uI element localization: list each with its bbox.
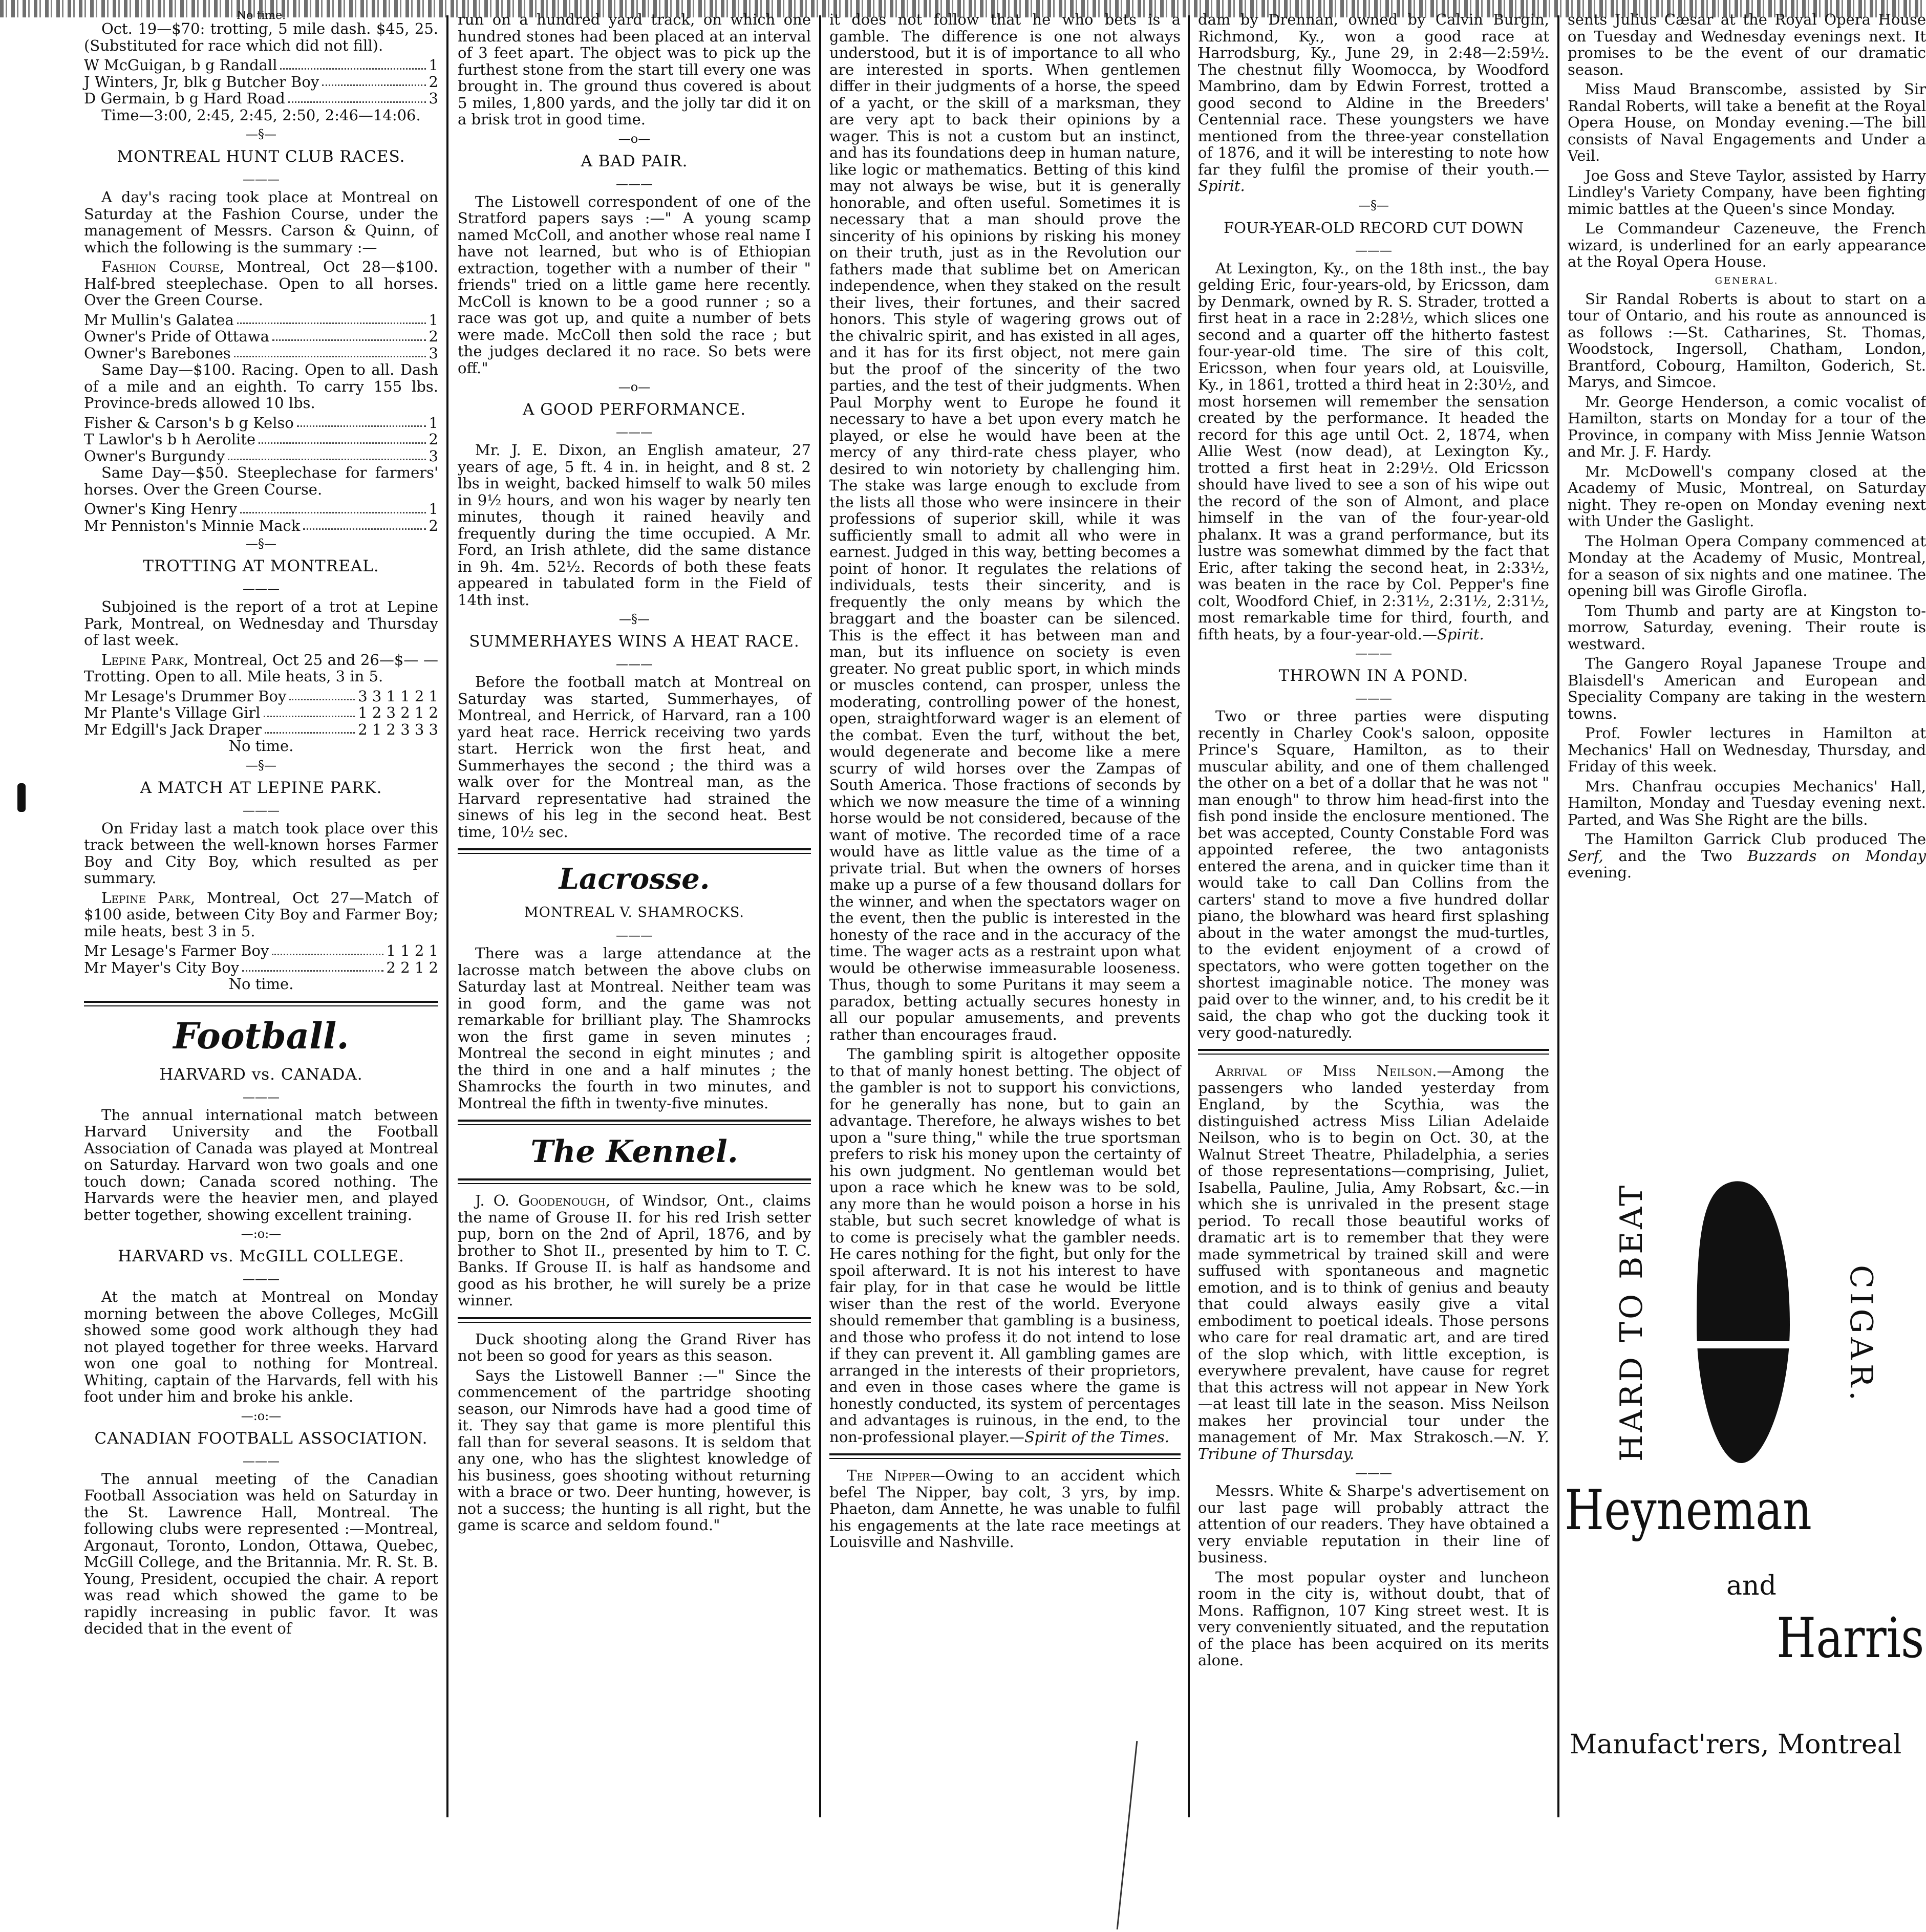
section-divider	[458, 1317, 811, 1323]
column-rule	[1188, 15, 1190, 1817]
race-times: No time.	[228, 737, 294, 755]
article-paragraph: Duck shooting along the Grand River has not been so good for years as this season.	[458, 1330, 811, 1364]
article-paragraph: Says the Listowell Banner :—" Since the commencement of the partridge shooting season, our Nimrods have had a good time of it. They say that game is more plentiful this fall than for several seasons. It is seldom that any one, who has the slightest knowledge of his business, goes shooting without returning with a brace or two. Deer hunting, however, is not a success; the hunting is all right, but the game is scarce and seldom found."	[458, 1366, 811, 1534]
entry-name: Mr Mullin's Galatea	[84, 311, 234, 329]
section-label: GENERAL.	[1715, 275, 1779, 286]
race-entry	[84, 959, 438, 976]
article-paragraph: A day's racing took place at Montreal on Saturday at the Fashion Course, under the management of Messrs. Carson & Quinn, of which the following is the summary :—	[84, 188, 438, 256]
entry-heats: 1 1 2 1	[386, 942, 438, 959]
short-rule: ———	[243, 1089, 280, 1104]
entry-heats: 2 2 1 2	[386, 958, 438, 976]
column-rule	[1557, 15, 1559, 1817]
entry-heats: 3 3 1 1 2 1	[358, 687, 438, 705]
section-ornament: —§—	[246, 758, 276, 772]
article-paragraph: Sir Randal Roberts is about to start on a tour of Ontario, and his route as announced is as follows :—St. Catharines, St. Thomas, Woodstock, Ingersoll, Chatham, London, Brantford, Cobourg, Hamilton, Goderich, St. Marys, and Simcoe.	[1568, 290, 1926, 391]
paragraph-text: The Hamilton Garrick Club produced The	[1585, 830, 1926, 848]
entry-name: Owner's Burgundy	[84, 447, 225, 465]
race-times: Time—3:00, 2:45, 2:45, 2:50, 2:46—14:06.	[101, 106, 421, 124]
article-paragraph	[1198, 1063, 1549, 1462]
ad-conjunction: and	[1726, 1571, 1777, 1601]
article-paragraph: The Holman Opera Company commenced at Monday at the Academy of Music, Montreal, for a season of six nights and one matinee. The opening bill was Girofle Girofla.	[1568, 532, 1926, 599]
section-title-kennel: The Kennel.	[530, 1134, 738, 1170]
section-ornament: —:o:—	[241, 1227, 282, 1241]
citation: Spirit of the Times.	[1024, 1428, 1170, 1446]
race-heading-text: Montreal, Oct 27—Match of $100 aside, between City Boy and Farmer Boy; mile heats, best 3 in 5.	[84, 889, 438, 940]
leader-dots	[237, 312, 426, 325]
race-entry	[84, 328, 438, 345]
article-paragraph	[1198, 11, 1549, 195]
article-paragraph: There was a large attendance at the lacrosse match between the above clubs on Saturday last at Montreal. Neither team was in good form, and the game was not remarkable for brilliant play. The Shamrocks won the first game in seven minutes ; Montreal the second in eight minutes ; and the third in one and a half minutes ; the Shamrocks the fourth in two minutes, and Montreal the fifth in twenty-five minutes.	[458, 944, 811, 1112]
column-2	[451, 11, 818, 1905]
section-divider	[458, 1178, 811, 1184]
column-rule	[446, 15, 448, 1817]
short-rule: ———	[1355, 691, 1392, 705]
short-rule: ———	[243, 172, 280, 186]
article-paragraph: Before the football match at Montreal on Saturday was started, Summerhayes, of Montreal, and Herrick, of Harvard, ran a 100 yard heat race. Herrick receiving two yards start. Herrick won the first heat, and Summerhayes the second ; the third was a walk over for the Montreal man, as the Harvard representative had strained the sinews of his leg in the second heat. Best time, 10½ sec.	[458, 673, 811, 841]
entry-place: 2	[429, 328, 438, 345]
article-paragraph: Subjoined is the report of a trot at Lepine Park, Montreal, on Wednesday and Thursday of last week.	[84, 598, 438, 649]
article-paragraph: Joe Goss and Steve Taylor, assisted by Harry Lindley's Variety Company, have been fighting mimic battles at the Queen's since Monday.	[1568, 166, 1926, 218]
short-rule: ———	[616, 176, 653, 191]
race-entry	[84, 942, 438, 959]
short-rule: ———	[243, 803, 280, 818]
short-rule: ———	[616, 928, 653, 942]
article-headline: A GOOD PERFORMANCE.	[522, 400, 746, 419]
entry-name: Mr Edgill's Jack Draper	[84, 720, 262, 738]
small-caps-lead: J. O. Goodenough,	[475, 1192, 611, 1209]
article-paragraph: Mr. McDowell's company closed at the Academy of Music, Montreal, on Saturday night. They re-open on Monday evening next with Under the Gaslight.	[1568, 462, 1926, 530]
ad-slogan: HARD TO BEAT	[1614, 1183, 1650, 1462]
leader-dots	[272, 942, 383, 955]
race-entry	[84, 90, 438, 107]
race-entry	[84, 721, 438, 738]
leader-dots	[242, 959, 383, 972]
leader-dots	[240, 501, 425, 513]
citation: Spirit.	[1198, 177, 1245, 195]
small-caps-lead: Lepine Park,	[101, 889, 196, 907]
article-paragraph: Mr. J. E. Dixon, an English amateur, 27 years of age, 5 ft. 4 in. in height, and 8 st. 2 lbs in weight, backed himself to walk 50 miles in 9½ hours, and won his wager by nearly ten minutes, though it rained heavily and frequently during the time occupied. A Mr. Ford, an Irish athlete, did the same distance in 9h. 4m. 52½. Records of both these feats appeared in tabulated form in the Field of 14th inst.	[458, 441, 811, 609]
short-rule: ———	[616, 657, 653, 671]
race-heading: Same Day—$50. Steeplechase for farmers' horses. Over the Green Course.	[84, 464, 438, 498]
leader-dots	[280, 57, 425, 70]
race-heading	[84, 890, 438, 940]
race-entry	[84, 518, 438, 534]
entry-heats: 2 1 2 3 3 3	[358, 720, 438, 738]
article-paragraph: Mr. George Henderson, a comic vocalist of Hamilton, starts on Monday for a tour of the Province, in company with Miss Jennie Watson and Mr. J. F. Hardy.	[1568, 393, 1926, 460]
article-headline: THROWN IN A POND.	[1278, 667, 1469, 685]
cigar-advertisement	[1565, 1156, 1926, 1801]
entry-name: D Germain, b g Hard Road	[84, 90, 285, 107]
small-caps-lead: Lepine Park,	[101, 651, 189, 669]
section-divider	[458, 1120, 811, 1125]
short-rule: ———	[243, 1272, 280, 1286]
cut-text: No time.	[236, 11, 286, 22]
article-paragraph: Miss Maud Branscombe, assisted by Sir Randal Roberts, will take a benefit at the Royal Opera House, on Monday evening.—The bill consists of Naval Engagements and Under a Veil.	[1568, 80, 1926, 164]
entry-place: 1	[429, 56, 438, 74]
small-caps-lead: Arrival of Miss Neilson.	[1215, 1062, 1437, 1080]
ad-maker-name: Harris	[1777, 1606, 1924, 1670]
entry-name: Fisher & Carson's b g Kelso	[84, 414, 294, 432]
race-entry	[84, 345, 438, 362]
article-paragraph: it does not follow that he who bets is a gamble. The difference is one not always understood, but it is of importance to all who are interested in sports. When gentlemen differ in their judgments of a horse, the speed of a yacht, or the skill of a marksman, they are very apt to back their opinions by a wager. This is not a custom but an instinct, and has its foundations deep in human nature, like logic or mathematics. Betting of this kind may not always be wise, but it is generally honorable, and often useful. Sometimes it is necessary that a man should prove the sincerity of his opinions by risking his money on their truth, just as in the Revolution our fathers made that sublime bet on American independence, when they staked on the result their lives, their fortunes, and their sacred honors. This style of wagering grows out of the chivalric spirit, and has existed in all ages, and it has for its first object, not mere gain but the proof of the sincerity of the two parties, and the test of their judgments. When Paul Morphy went to Europe he found it necessary to have a bet upon every match he played, or else he would have been at the mercy of any third-rate chess player, who desired to win notoriety by challenging him. The stake was large enough to exclude from the lists all those who were insincere in their professions of superior skill, while it was sufficiently small to admit all who were in earnest. Judged in this way, betting becomes a point of honor. It regulates the relations of individuals, tests their sincerity, and is frequently the only means by which the braggart and the boaster can be silenced. This is the effect it has between man and man, but its influence on society is even greater. No great public sport, in which minds or muscles contend, can prosper, unless the moderating, controlling power of the honest, open, straightforward wager is an element of the combat. Even the turf, without the bet, would degenerate and become like a mere scurry of wild horses over the Zampas of South America. Those fractions of seconds by which we now measure the time of a winning horse would be not considered, because of the want of motive. The recorded time of a race would have as little value as the time of a private trial. But when the owners of horses make up a purse of a few thousand dollars for the winner, and when the spectators wager on the event, then the public is interested in the honesty of the race and in the accuracy of the time. The wager acts as a restraint upon what would be otherwise immeasurable looseness. Thus, though to some Puritans it may seem a paradox, betting actually secures honesty in all our popular amusements, and prevents rather than encourages fraud.	[829, 11, 1181, 1043]
article-paragraph: sents Julius Cæsar at the Royal Opera House on Tuesday and Wednesday evenings next. It promises to be the event of our dramatic season.	[1568, 11, 1926, 78]
race-times: No time.	[228, 975, 294, 993]
play-title: Serf,	[1568, 847, 1603, 865]
leader-dots	[234, 345, 426, 358]
entry-name: W McGuigan, b g Randall	[84, 56, 277, 74]
entry-place: 2	[429, 517, 438, 534]
article-paragraph: At the match at Montreal on Monday morning between the above Colleges, McGill showed some good work although they had not played together for three weeks. Harvard won one goal to nothing for Montreal. Whiting, captain of the Harvards, fell with his foot under him and broke his ankle.	[84, 1288, 438, 1405]
citation: Spirit.	[1437, 625, 1484, 643]
race-heading	[84, 652, 438, 685]
leader-dots	[265, 721, 355, 734]
race-entry	[84, 501, 438, 518]
race-entry	[84, 431, 438, 448]
entry-name: Owner's Barebones	[84, 344, 231, 362]
article-paragraph	[1568, 831, 1926, 881]
entry-name: Mr Penniston's Minnie Mack	[84, 517, 301, 534]
article-headline: HARVARD vs. McGILL COLLEGE.	[118, 1247, 404, 1265]
entry-name: T Lawlor's b h Aerolite	[84, 431, 256, 448]
play-title: Buzzards on Monday	[1747, 847, 1926, 865]
column-1	[77, 11, 445, 1905]
short-rule: ———	[1355, 646, 1392, 660]
race-heading	[84, 259, 438, 309]
section-divider	[829, 1453, 1181, 1459]
column-3	[822, 11, 1188, 1905]
article-headline: TROTTING AT MONTREAL.	[143, 557, 379, 575]
entry-name: Mr Plante's Village Girl	[84, 704, 261, 721]
small-caps-lead: The Nipper	[847, 1467, 930, 1484]
paragraph-text: At Lexington, Ky., on the 18th inst., the bay gelding Eric, four-years-old, by Ericsson, dam by Denmark, owned by R. S. Strader, trotted a first heat in a race in 2:28½, which slices one second and a quarter off the hitherto fastest four-year-old time. The sire of this colt, Ericsson, when four years old, at Louisville, Ky., in 1861, trotted a third heat in 2:30½, and most horsemen will remember the sensation created by the performance. It headed the record for this age until Oct. 2, 1874, when Allie West (now dead), at Lexington Ky., trotted a first heat in 2:29½. Old Ericsson should have lived to see a son of his wipe out the record of the son of Almont, and place himself in the van of the four-year-old phalanx. It was a grand performance, but its lustre was somewhat dimmed by the fact that Eric, after taking the second heat, in 2:33½, was beaten in the race by Col. Pepper's fine colt, Woodford Chief, in 2:31½, 2:31½, 2:31½, most remarkable time for third, fourth, and fifth heats, by a four-year-old.—	[1198, 259, 1549, 643]
article-headline: A BAD PAIR.	[581, 152, 688, 170]
leader-dots	[288, 90, 426, 103]
paragraph-text: —Owing to an accident which befel The Nipper, bay colt, 3 yrs, by imp. Phaeton, dam Annette, he was unable to fulfil his engagements at the late race meetings at Louisville and Nashville.	[829, 1467, 1181, 1551]
section-ornament: —§—	[246, 127, 276, 141]
section-divider	[1198, 1049, 1549, 1055]
race-heading-text: Montreal, Oct 28—$100. Half-bred steeplechase. Open to all horses. Over the Green Course.	[84, 258, 438, 309]
short-rule: ———	[243, 582, 280, 596]
entry-place: 1	[429, 414, 438, 432]
leader-dots	[259, 431, 425, 444]
entry-heats: 1 2 3 2 1 2	[358, 704, 438, 721]
article-paragraph: Tom Thumb and party are at Kingston to-morrow, Saturday, evening. Their route is westward.	[1568, 602, 1926, 653]
leader-dots	[289, 688, 355, 701]
section-ornament: —:o:—	[241, 1408, 282, 1423]
entry-place: 1	[429, 500, 438, 518]
leader-dots	[303, 518, 425, 530]
article-paragraph: Prof. Fowler lectures in Hamilton at Mechanics' Hall on Wednesday, Thursday, and Friday of this week.	[1568, 724, 1926, 775]
entry-place: 2	[429, 73, 438, 91]
leader-dots	[297, 415, 426, 427]
article-paragraph	[1198, 260, 1549, 643]
article-headline: SUMMERHAYES WINS A HEAT RACE.	[469, 632, 800, 651]
entry-name: Mr Mayer's City Boy	[84, 958, 240, 976]
ad-maker-name: Heyneman	[1565, 1478, 1812, 1542]
short-rule: ———	[616, 425, 653, 439]
race-entry	[84, 688, 438, 705]
column-4	[1191, 11, 1556, 1905]
short-rule: ———	[1355, 1466, 1392, 1480]
article-headline: HARVARD vs. CANADA.	[159, 1065, 363, 1084]
entry-place: 1	[429, 311, 438, 329]
article-paragraph	[829, 1046, 1181, 1445]
short-rule: ———	[243, 1453, 280, 1468]
paragraph-text: and the Two	[1603, 847, 1748, 865]
entry-place: 2	[429, 431, 438, 448]
paragraph-text: of Windsor, Ont., claims the name of Grouse II. for his red Irish setter pup, born on the 2nd of April, 1876, and by brother to Shot II., presented by him to T. C. Banks. If Grouse II. is half as handsome and good as his brother, he will surely be a prize winner.	[458, 1192, 811, 1309]
article-paragraph: The most popular oyster and luncheon room in the city is, without doubt, that of Mons. Raffignon, 107 King street west. It is very conveniently situated, and the reputation of the place has been acquired on its merits alone.	[1198, 1568, 1549, 1669]
article-paragraph: Le Commandeur Cazeneuve, the French wizard, is underlined for an early appearance at the Royal Opera House.	[1568, 220, 1926, 270]
article-paragraph: The annual international match between Harvard University and the Football Association of Canada was played at Montreal on Saturday. Harvard won two goals and one touch down; Canada scored nothing. The Harvards were the heavier men, and played better together, showing excellent training.	[84, 1106, 438, 1223]
article-headline: A MATCH AT LEPINE PARK.	[140, 778, 382, 797]
section-ornament: —§—	[246, 536, 276, 551]
entry-name: Owner's King Henry	[84, 500, 238, 518]
entry-name: Owner's Pride of Ottawa	[84, 328, 269, 345]
race-entry	[84, 448, 438, 465]
entry-place: 3	[429, 344, 438, 362]
race-entry	[84, 415, 438, 432]
column-rule	[819, 15, 821, 1817]
section-divider	[84, 1001, 438, 1006]
article-paragraph: The Listowell correspondent of one of the Stratford papers says :—" A young scamp named McColl, and another whose real name I have not learned, but who is of Ethiopian extraction, together with a number of their " friends" tried on a little game here recently. McColl is known to be a good runner ; so a race was got up, and quite a number of bets were made. McColl then sold the race ; but the judges declared it no race. So bets were off."	[458, 192, 811, 377]
section-title-football: Football.	[173, 1014, 349, 1057]
race-entry	[84, 312, 438, 329]
article-paragraph: On Friday last a match took place over this track between the well-known horses Farmer Boy and City Boy, which resulted as per summary.	[84, 819, 438, 887]
entry-name: Mr Lesage's Farmer Boy	[84, 942, 269, 959]
leader-dots	[322, 74, 425, 87]
article-paragraph	[829, 1467, 1181, 1551]
paragraph-text: evening.	[1568, 864, 1632, 881]
ad-product: CIGAR.	[1843, 1265, 1879, 1405]
entry-place: 3	[429, 90, 438, 107]
section-ornament: —o—	[618, 131, 651, 146]
ink-smudge	[17, 783, 26, 812]
section-divider	[458, 848, 811, 854]
race-entry	[84, 57, 438, 74]
paragraph-text: —Among the passengers who landed yesterday from England, by the Scythia, was the distinguished actress Miss Lilian Adelaide Neilson, who is to begin on Oct. 30, at the Walnut Street Theatre, Philadelphia, a series of those representations—comprising, Juliet, Isabella, Pauline, Julia, Amy Robsart, &c.—in which she is unrivaled in the present stage period. To recall those beautiful works of dramatic art is to remember that they were made symmetrical by trained skill and were suffused with spontaneous and magnetic emotion, and is to think of genius and beauty that could always easily give a vital embodiment to poetical ideals. Those persons who care for real dramatic art, and are tired of the slop which, with little exception, is everywhere prevalent, have cause for regret that this actress will not appear in New York—at least till late in the season. Miss Neilson makes her provincial tour under the management of Mr. Max Strakosch.—	[1198, 1062, 1549, 1446]
paragraph-text: dam by Drennan, owned by Calvin Burgin, Richmond, Ky., won a good race at Harrodsburg, Ky., June 29, in 2:48—2:59½. The chestnut filly Woomocca, by Woodford Mambrino, dam by Edwin Forrest, trotted a good second to Aldine in the Breeders' Centennial race. These youngsters we have mentioned from the three-year constellation of 1876, and it will be interesting to note how far they fulfil the promise of their youth.—	[1198, 11, 1549, 178]
race-heading: Oct. 19—$70: trotting, 5 mile dash. $45, 25. (Substituted for race which did not fill).	[84, 20, 438, 54]
article-paragraph: Mrs. Chanfrau occupies Mechanics' Hall, Hamilton, Monday and Tuesday evening next. Parted, and Was She Right are the bills.	[1568, 777, 1926, 828]
race-heading: Same Day—$100. Racing. Open to all. Dash of a mile and an eighth. To carry 155 lbs. Province-breds allowed 10 lbs.	[84, 361, 438, 412]
article-headline: CANADIAN FOOTBALL ASSOCIATION.	[94, 1429, 428, 1448]
article-paragraph	[458, 1192, 811, 1309]
article-paragraph: The annual meeting of the Canadian Football Association was held on Saturday in the St. Lawrence Hall, Montreal. The following clubs were represented :—Montreal, Argonaut, Toronto, London, Ottawa, Quebec, McGill College, and the Britannia. Mr. R. St. B. Young, President, occupied the chair. A report was read which showed the game to be rapidly increasing in public favor. It was decided that in the event of	[84, 1470, 438, 1637]
article-paragraph: run on a hundred yard track, on which one hundred stones had been placed at an interval of 3 feet apart. The object was to pick up the furthest stone from the start till every one was brought in. The ground thus covered is about 5 miles, 1,800 yards, and the jolly tar did it on a brisk trot in good time.	[458, 11, 811, 128]
entry-name: J Winters, Jr, blk g Butcher Boy	[84, 73, 319, 91]
entry-name: Mr Lesage's Drummer Boy	[84, 687, 287, 705]
article-paragraph: Messrs. White & Sharpe's advertisement on our last page will probably attract the attention of our readers. They have obtained a very enviable reputation in their line of business.	[1198, 1482, 1549, 1566]
paragraph-text: The gambling spirit is altogether opposite to that of manly honest betting. The object of the gambler is not to support his convictions, for he generally has none, but to gain an advantage. Therefore, he always wishes to bet upon a "sure thing," while the true sportsman prefers to risk his money upon the certainty of his own judgment. No gentleman would bet upon a race which he knew was to be sold, any more than he would poison a horse in his stable, but such secret knowledge of what is to come is precisely what the gambler needs. He cares nothing for the fight, but only for the spoil afterward. It is not his interest to have fair play, for in that case he would be little wiser than the rest of the world. Everyone should remember that gambling is a business, and those who profess it do not intend to lose if they can prevent it. All gambling games are arranged in the interests of their proprietors, and even in those cases where the game is honestly conducted, its system of percentages and advantages is ruinous, in the end, to the non-professional player.—	[829, 1045, 1181, 1446]
section-ornament: —§—	[1358, 198, 1389, 212]
section-ornament: —§—	[619, 612, 650, 626]
citation: N. Y. Tribune of Thursday.	[1198, 1428, 1549, 1463]
section-ornament: —o—	[618, 380, 651, 394]
article-paragraph: The Gangero Royal Japanese Troupe and Blaisdell's American and European and Speciality Company are taking in the western towns.	[1568, 655, 1926, 722]
race-entry	[84, 74, 438, 91]
leader-dots	[264, 704, 355, 717]
leader-dots	[272, 328, 426, 341]
article-paragraph: Two or three parties were disputing recently in Charley Cook's saloon, opposite Prince's Square, Hamilton, as to their muscular ability, and one of them challenged the other on a bet of a dollar that he was not " man enough" to throw him head-first into the fish pond inside the enclosure mentioned. The bet was accepted, County Constable Ford was appointed referee, the two antagonists entered the arena, and in quicker time than it would take to call Dan Collins from the carters' stand to move a five hundred dollar piano, the blowhard was heard first splashing about in the water amongst the mud-turtles, to the evident enjoyment of a crowd of spectators, who were gotten together on the shortest imaginable notice. The money was paid over to the winner, and, to his credit be it said, the chap who got the ducking took it very good-naturedly.	[1198, 707, 1549, 1041]
leader-dots	[228, 448, 425, 461]
section-title-lacrosse: Lacrosse.	[559, 862, 710, 896]
short-rule: ———	[1355, 243, 1392, 257]
article-headline: MONTREAL V. SHAMROCKS.	[524, 905, 744, 920]
ad-manufacturer-line: Manufact'rers, Montreal	[1570, 1729, 1902, 1760]
small-caps-lead: Fashion Course,	[101, 258, 224, 275]
race-heading-text: Montreal, Oct 25 and 26—$— — Trotting. Open to all. Mile heats, 3 in 5.	[84, 651, 438, 685]
race-entry	[84, 704, 438, 721]
article-headline: MONTREAL HUNT CLUB RACES.	[117, 147, 405, 166]
entry-place: 3	[429, 447, 438, 465]
article-headline: FOUR-YEAR-OLD RECORD CUT DOWN	[1224, 219, 1524, 237]
